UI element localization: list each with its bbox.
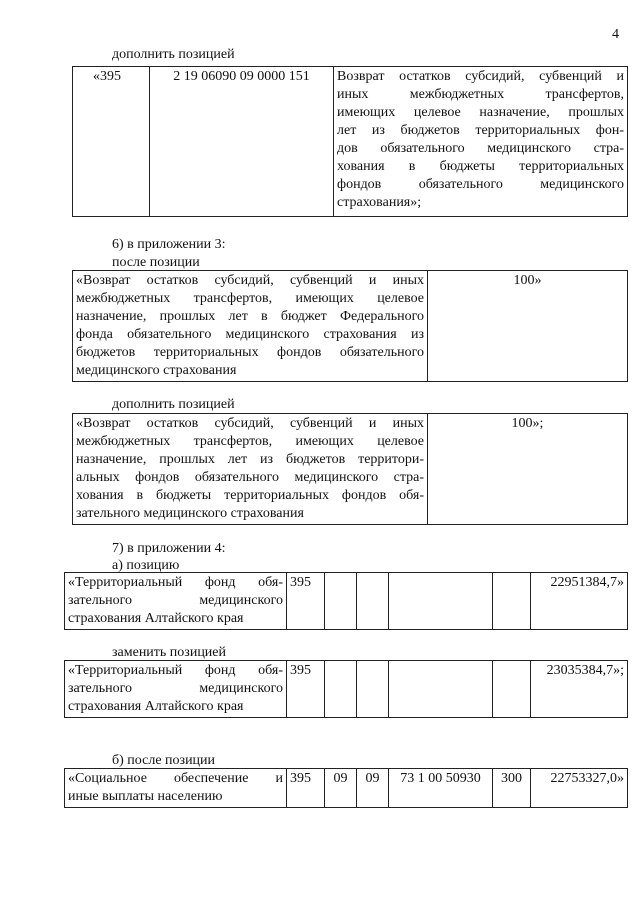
code-cell: 395 [287,769,325,808]
sub-b-label: б) после позиции [112,753,216,768]
amount-cell: 22951384,7» [531,573,628,630]
desc-line: Возврат остатков субсидий, субвенций и [337,69,624,84]
desc-line: зательного медицинского страхования [76,506,304,521]
code-cell: 395 [287,661,325,718]
budget-code-table [72,66,628,217]
amount-cell: 22753327,0» [531,769,628,808]
desc-line: фонда обязательного медицинского страхования из [76,327,424,342]
appendix4-row-c [64,768,628,808]
desc-line: фондов обязательного медицинского [337,177,624,192]
desc-line: назначение, прошлых лет в бюджет Федерального [76,309,424,324]
empty-cell [325,661,357,718]
name-line: иные выплаты населению [68,789,223,804]
desc-line: межбюджетных трансфертов, имеющих целевое [76,434,424,449]
desc-line: назначение, прошлых лет из бюджетов территори- [76,452,424,467]
admin-code-cell: «395 [73,67,150,217]
empty-cell [389,661,493,718]
desc-line: имеющих целевое назначение, прошлых [337,105,624,120]
appendix3-value-cell: 100»; [428,414,628,525]
section-6-heading: 6) в приложении 3: [112,237,226,252]
expense-kind-cell: 300 [493,769,531,808]
section-cell: 09 [325,769,357,808]
desc-line: хования в бюджеты территориальных фондов обя- [76,488,424,503]
name-line: «Социальное обеспечение и [68,771,283,786]
desc-line: межбюджетных трансфертов, имеющих целевое [76,291,424,306]
empty-cell [325,573,357,630]
desc-line: страхования»; [337,195,422,210]
appendix3-table-1 [72,270,628,382]
section-7-heading: 7) в приложении 4: [112,541,226,556]
desc-line: альных фондов обязательного медицинского стра- [76,470,424,485]
add-position-label: дополнить позицией [112,397,235,412]
desc-line: «Возврат остатков субсидий, субвенций и иных [76,416,424,431]
name-line: «Территориальный фонд обя- [68,575,283,590]
empty-cell [493,573,531,630]
description-cell [334,67,628,217]
sub-a-label: а) позицию [112,558,180,573]
page-number: 4 [612,27,619,42]
empty-cell [493,661,531,718]
target-article-cell: 73 1 00 50930 [389,769,493,808]
empty-cell [389,573,493,630]
desc-line: лет из бюджетов территориальных фон- [337,123,624,138]
code-cell: 395 [287,573,325,630]
subsection-cell: 09 [357,769,389,808]
replace-label: заменить позицией [112,645,227,660]
appendix3-value-cell: 100» [428,271,628,382]
amount-cell: 23035384,7»; [531,661,628,718]
appendix4-row-b [64,660,628,718]
empty-cell [357,573,389,630]
intro-text: дополнить позицией [112,47,235,62]
fund-name-cell [65,661,287,718]
after-position-label: после позиции [112,255,200,270]
expense-name-cell [65,769,287,808]
desc-line: «Возврат остатков субсидий, субвенций и иных [76,273,424,288]
desc-line: медицинского страхования [76,363,237,378]
appendix3-desc-cell [73,271,428,382]
name-line: страхования Алтайского края [68,611,244,626]
desc-line: бюджетов территориальных фондов обязательного [76,345,424,360]
desc-line: иных межбюджетных трансфертов, [337,87,624,102]
appendix3-table-2 [72,413,628,525]
budget-code-cell: 2 19 06090 09 0000 151 [150,67,334,217]
empty-cell [357,661,389,718]
desc-line: дов обязательного медицинского стра- [337,141,624,156]
name-line: страхования Алтайского края [68,699,244,714]
name-line: зательного медицинского [68,593,283,608]
appendix3-desc-cell [73,414,428,525]
appendix4-row-a [64,572,628,630]
fund-name-cell [65,573,287,630]
desc-line: хования в бюджеты территориальных [337,159,624,174]
name-line: зательного медицинского [68,681,283,696]
name-line: «Территориальный фонд обя- [68,663,283,678]
